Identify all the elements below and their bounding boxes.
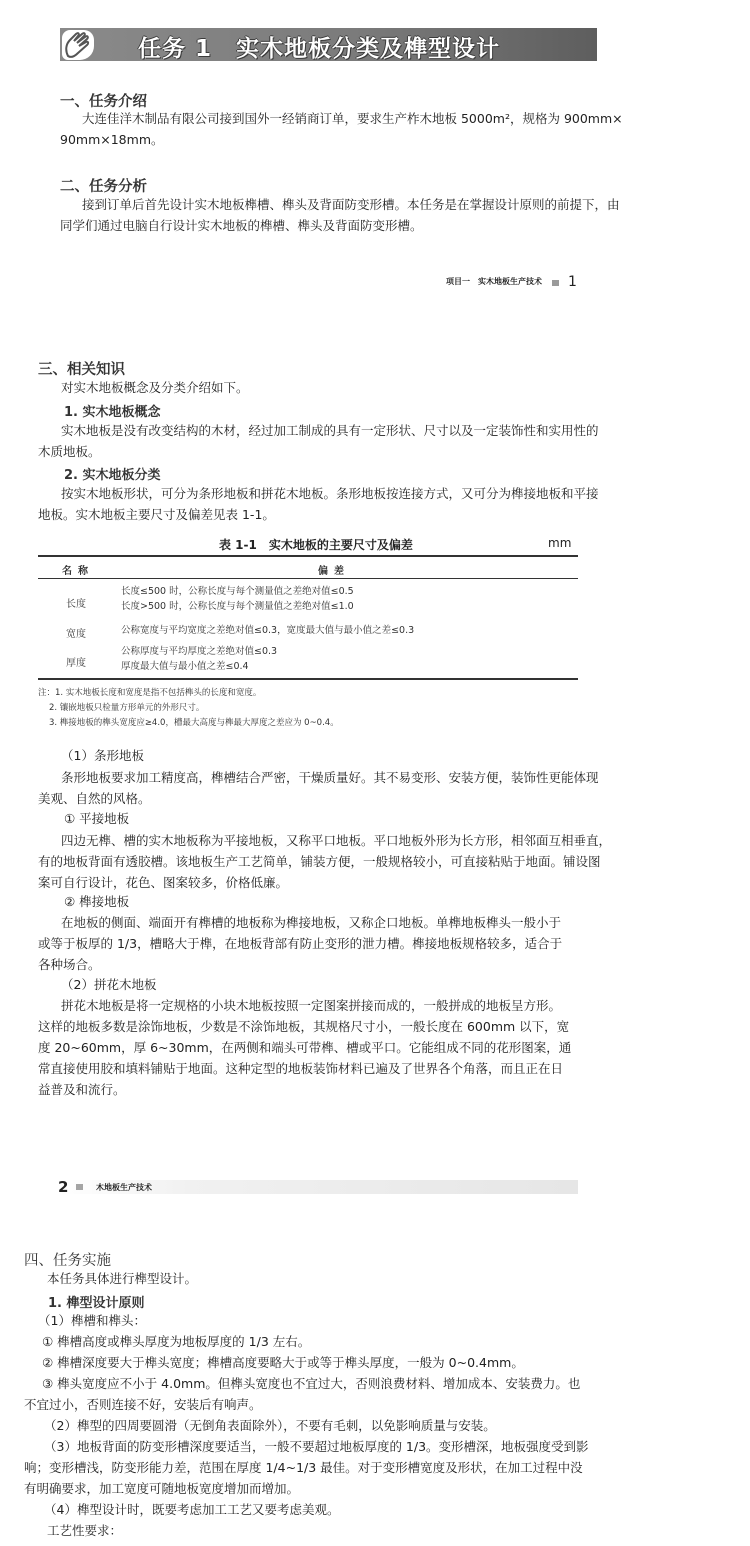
list-item: （2）榫型的四周要圆滑（无倒角表面除外），不要有毛刺，以免影响质量与安装。 [44,1418,496,1433]
section-heading-intro: 一、任务介绍 [60,94,147,110]
subheading-tongue-groove: ② 榫接地板 [64,894,130,909]
paragraph-line: 实木地板是没有改变结构的木材，经过加工制成的具有一定形状、尺寸以及一定装饰性和实用性的 [61,423,599,438]
paragraph-line: 大连佳洋木制品有限公司接到国外一经销商订单，要求生产柞木地板 5000m²，规格为 900mm× [82,111,623,126]
table-cell-name: 长度 [66,599,86,610]
table-bottom-rule [38,678,578,680]
table-cell-name: 宽度 [66,629,86,640]
task-title: 任务 1 实木地板分类及榫型设计 [138,36,501,62]
page-number: 1 [568,274,577,290]
paragraph-line: 对实木地板概念及分类介绍如下。 [61,380,249,395]
paragraph-line: 拼花木地板是将一定规格的小块木地板按照一定图案拼接而成的，一般拼成的地板呈方形。 [61,998,562,1013]
paragraph-line: 度 20~60mm，厚 6~30mm，在两侧和端头可带榫、槽或平口。它能组成不同的花形图案，通 [38,1040,572,1055]
paragraph-line: 在地板的侧面、端面开有榫槽的地板称为榫接地板，又称企口地板。单榫地板榫头一般小于 [61,915,562,930]
list-item: ③ 榫头宽度应不小于 4.0mm。但榫头宽度也不宜过大，否则浪费材料、增加成本、安装费力。也 [42,1376,581,1391]
subheading-flat: ① 平接地板 [64,811,130,826]
paragraph-line: 或等于板厚的 1/3，槽略大于榫，在地板背部有防止变形的泄力槽。榫接地板规格较多，适合于 [38,936,563,951]
list-item: 响；变形槽浅，防变形能力差，范围在厚度 1/4~1/3 最佳。对于变形槽宽度及形状，在加工过程中没 [24,1460,583,1475]
paragraph-line: 90mm×18mm。 [60,132,164,147]
table-note: 2. 镶嵌地板只检量方形单元的外形尺寸。 [49,703,205,713]
section-heading-implementation: 四、任务实施 [24,1253,111,1269]
table-cell-deviation: 公称宽度与平均宽度之差绝对值≤0.3，宽度最大值与最小值之差≤0.3 [121,625,415,636]
hand-icon [62,30,94,60]
list-item: （3）地板背面的防变形槽深度要适当，一般不要超过地板厚度的 1/3。变形槽深，地板强度受到影 [44,1439,589,1454]
section-heading-knowledge: 三、相关知识 [38,362,125,378]
paragraph-line: 条形地板要求加工精度高，榫槽结合严密，干燥质量好。其不易变形、安装方便，装饰性更能体现 [61,770,599,785]
paragraph-line: 美观、自然的风格。 [38,791,151,806]
list-item: （4）榫型设计时，既要考虑加工工艺又要考虑美观。 [44,1502,340,1517]
table-note: 3. 榫接地板的榫头宽度应≥4.0，槽最大高度与榫最大厚度之差应为 0~0.4。 [49,718,339,728]
list-item: 有明确要求，加工宽度可随地板宽度增加而增加。 [24,1481,300,1496]
paragraph-line: 这样的地板多数是涂饰地板，少数是不涂饰地板，其规格尺寸小，一般长度在 600mm 以下，宽 [38,1019,570,1034]
table-note: 注：1. 实木地板长度和宽度是指不包括榫头的长度和宽度。 [38,688,262,698]
subheading-principles: 1. 榫型设计原则 [48,1296,145,1311]
paragraph-line: 本任务具体进行榫型设计。 [47,1271,198,1286]
paragraph-line: 各种场合。 [38,957,101,972]
table-top-rule [38,555,578,557]
section-heading-analysis: 二、任务分析 [60,179,147,195]
paragraph-line: 接到订单后首先设计实木地板榫槽、榫头及背面防变形槽。本任务是在掌握设计原则的前提下，由 [82,197,620,212]
paragraph-line: 同学们通过电脑自行设计实木地板的榫槽、榫头及背面防变形槽。 [60,218,423,233]
list-item: ① 榫槽高度或榫头厚度为地板厚度的 1/3 左右。 [42,1334,311,1349]
running-footer: 项目一 实木地板生产技术 [446,277,542,286]
paragraph-line: 四边无榫、槽的实木地板称为平接地板，又称平口地板。平口地板外形为长方形，相邻面互相垂直， [61,833,612,848]
table-unit: mm [548,536,572,550]
table-header-deviation: 偏差 [318,566,350,577]
page-number: 2 [58,1178,69,1196]
paragraph-line: 案可自行设计，花色、图案较多，价格低廉。 [38,875,289,890]
table-cell-deviation: 公称厚度与平均厚度之差绝对值≤0.3 [121,646,278,657]
subheading-strip: （1）条形地板 [61,748,144,763]
paragraph-line: 常直接使用胶和填料铺贴于地面。这种定型的地板装饰材料已遍及了世界各个角落，而且正在日 [38,1061,564,1076]
table-caption: 表 1-1 实木地板的主要尺寸及偏差 [219,538,413,552]
table-cell-deviation: 长度≤500 时，公称长度与每个测量值之差绝对值≤0.5 [121,586,354,597]
list-item: 不宜过小，否则连接不好，安装后有响声。 [24,1397,262,1412]
list-item: 工艺性要求： [47,1523,123,1538]
subheading-concept: 1. 实木地板概念 [64,405,161,420]
subheading-parquet: （2）拼花木地板 [61,977,157,992]
paragraph-line: 木质地板。 [38,444,101,459]
footer-square-icon [76,1184,83,1190]
list-item: ② 榫槽深度要大于榫头宽度；榫槽高度要略大于或等于榫头厚度，一般为 0~0.4mm。 [42,1355,524,1370]
paragraph-line: 益普及和流行。 [38,1082,126,1097]
paragraph-line: 按实木地板形状，可分为条形地板和拼花木地板。条形地板按连接方式，又可分为榫接地板和平接 [61,486,599,501]
table-cell-deviation: 长度>500 时，公称长度与每个测量值之差绝对值≤1.0 [121,601,354,612]
paragraph-line: 有的地板背面有透胶槽。该地板生产工艺简单，铺装方便，一般规格较小，可直接粘贴于地面。铺设图 [38,854,601,869]
footer-square-icon [552,280,559,286]
subheading-classification: 2. 实木地板分类 [64,468,161,483]
table-cell-deviation: 厚度最大值与最小值之差≤0.4 [121,661,249,672]
table-header-rule [38,578,578,579]
running-footer: 木地板生产技术 [96,1183,152,1192]
list-item: （1）榫槽和榫头： [38,1313,146,1328]
paragraph-line: 地板。实木地板主要尺寸及偏差见表 1-1。 [38,507,275,522]
table-cell-name: 厚度 [66,658,86,669]
table-header-name: 名称 [62,566,94,577]
